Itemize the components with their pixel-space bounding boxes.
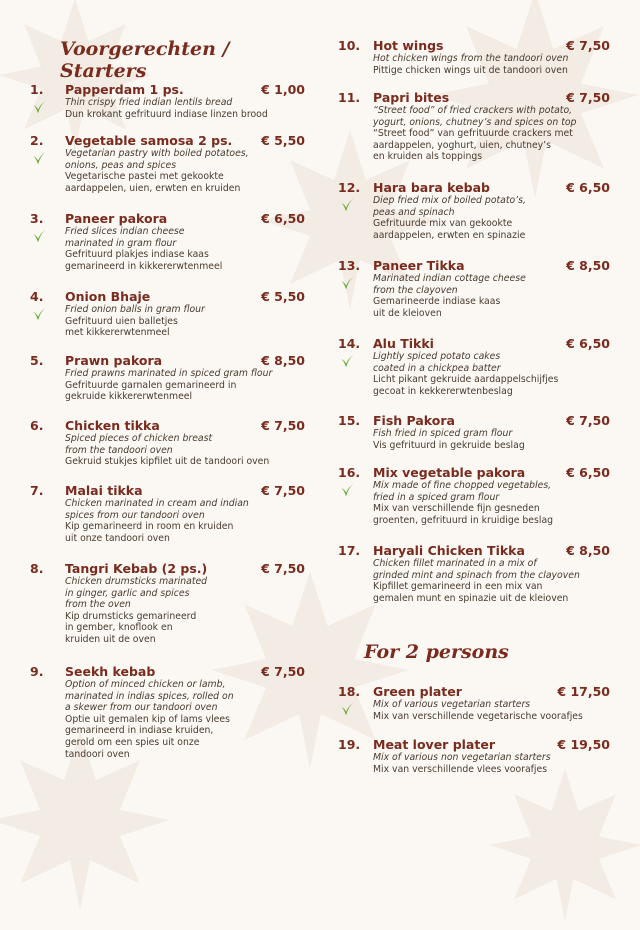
item-name: Mix vegetable pakora xyxy=(373,465,526,480)
item-number: 12. xyxy=(338,180,361,195)
description-dutch: Vegetarische pastei met gekookte xyxy=(65,171,224,183)
item-number: 8. xyxy=(30,561,44,576)
item-name: Hara bara kebab xyxy=(373,180,490,195)
description-english: Fried slices indian cheese xyxy=(65,226,185,237)
vegetarian-leaf-icon xyxy=(338,274,356,292)
item-number: 2. xyxy=(30,133,44,148)
vegetarian-leaf-icon xyxy=(338,352,356,370)
description-dutch: “Street food” van gefrituurde crackers met xyxy=(373,128,573,140)
vegetarian-leaf-icon xyxy=(30,98,48,116)
description-dutch: gemarineerd in kikkererwtenmeel xyxy=(65,260,223,272)
description-dutch: uit onze tandoori oven xyxy=(65,532,170,544)
description-dutch: Dun krokant gefrituurd indiase linzen brood xyxy=(65,108,268,120)
description-english: Mix of various vegetarian starters xyxy=(373,699,531,710)
item-description xyxy=(373,558,610,604)
item-description xyxy=(65,226,305,272)
item-price: € 6,50 xyxy=(566,180,610,195)
description-english: marinated in indias spices, rolled on xyxy=(65,690,234,702)
item-price: € 17,50 xyxy=(557,684,610,699)
item-price: € 8,50 xyxy=(566,543,610,558)
description-english: Fried onion balls in gram flour xyxy=(65,304,205,315)
item-number: 17. xyxy=(338,543,361,558)
description-english: Lightly spiced potato cakes xyxy=(373,351,501,362)
description-dutch: Kip drumsticks gemarineerd xyxy=(65,610,197,622)
description-dutch: Vis gefrituurd in gekruide beslag xyxy=(373,439,525,451)
item-description xyxy=(65,576,305,646)
description-english: Vegetarian pastry with boiled potatoes, xyxy=(65,148,249,159)
description-english: Fish fried in spiced gram flour xyxy=(373,428,513,439)
item-description xyxy=(373,428,610,451)
description-dutch: Gefrituurde mix van gekookte xyxy=(373,218,513,230)
description-english: fried in a spiced gram flour xyxy=(373,491,500,503)
description-english: “Street food” of fried crackers with potato, xyxy=(373,105,573,116)
description-dutch: Kip gemarineerd in room en kruiden xyxy=(65,521,234,533)
item-name: Hot wings xyxy=(373,38,444,53)
item-number: 7. xyxy=(30,483,44,498)
item-number: 9. xyxy=(30,664,44,679)
description-english: from the oven xyxy=(65,599,131,611)
item-description xyxy=(65,148,305,194)
item-description xyxy=(65,304,305,339)
description-english: spices from our tandoori oven xyxy=(65,509,205,521)
description-english: Option of minced chicken or lamb, xyxy=(65,679,226,690)
vegetarian-leaf-icon xyxy=(30,227,48,245)
item-name: Seekh kebab xyxy=(65,664,156,679)
item-description xyxy=(65,498,305,544)
item-price: € 7,50 xyxy=(566,90,610,105)
description-dutch: Optie uit gemalen kip of lams vlees xyxy=(65,713,230,725)
item-price: € 1,00 xyxy=(261,82,305,97)
description-dutch: Gefrituurd plakjes indiase kaas xyxy=(65,249,209,261)
item-description xyxy=(373,699,610,722)
description-dutch: gekruide kikkererwtenmeel xyxy=(65,391,193,403)
item-description xyxy=(373,752,610,775)
vegetarian-leaf-icon xyxy=(30,305,48,323)
description-english: Spiced pieces of chicken breast xyxy=(65,433,213,444)
item-description xyxy=(373,53,610,76)
item-name: Meat lover plater xyxy=(373,737,495,752)
item-description xyxy=(373,105,610,163)
description-english: Chicken fillet marinated in a mix of xyxy=(373,558,537,569)
description-english: marinated in gram flour xyxy=(65,237,177,249)
item-price: € 6,50 xyxy=(566,465,610,480)
item-price: € 7,50 xyxy=(261,418,305,433)
vegetarian-leaf-icon xyxy=(338,700,356,718)
description-dutch: groenten, gefrituurd in kruidige beslag xyxy=(373,514,554,526)
description-dutch: kruiden uit de oven xyxy=(65,633,156,645)
item-name: Papperdam 1 ps. xyxy=(65,82,184,97)
item-number: 11. xyxy=(338,90,361,105)
description-dutch: gerold om een spies uit onze xyxy=(65,736,200,748)
description-dutch: aardappelen, yoghurt, uien, chutney’s xyxy=(373,139,551,151)
item-name: Alu Tikki xyxy=(373,336,434,351)
item-description xyxy=(65,433,305,468)
item-number: 14. xyxy=(338,336,361,351)
item-number: 10. xyxy=(338,38,361,53)
item-name: Malai tikka xyxy=(65,483,143,498)
description-english: Chicken marinated in cream and indian xyxy=(65,498,249,509)
section-title-starters: Voorgerechten / Starters xyxy=(60,38,230,82)
description-english: from the clayoven xyxy=(373,284,458,296)
vegetarian-leaf-icon xyxy=(338,196,356,214)
description-dutch: aardappelen, erwten en spinazie xyxy=(373,229,526,241)
description-english: peas and spinach xyxy=(373,206,455,218)
description-dutch: Gefrituurd uien balletjes xyxy=(65,315,178,327)
description-english: Chicken drumsticks marinated xyxy=(65,576,208,587)
vegetarian-leaf-icon xyxy=(30,149,48,167)
description-english: Fried prawns marinated in spiced gram flour xyxy=(65,368,273,379)
description-dutch: met kikkererwtenmeel xyxy=(65,327,170,339)
item-price: € 7,50 xyxy=(566,413,610,428)
item-number: 18. xyxy=(338,684,361,699)
item-number: 15. xyxy=(338,413,361,428)
item-price: € 6,50 xyxy=(566,336,610,351)
item-price: € 6,50 xyxy=(261,211,305,226)
item-description xyxy=(373,195,610,241)
description-dutch: tandoori oven xyxy=(65,748,130,760)
item-name: Haryali Chicken Tikka xyxy=(373,543,525,558)
item-name: Paneer pakora xyxy=(65,211,168,226)
item-description xyxy=(373,351,610,397)
description-dutch: gemarineerd in indiase kruiden, xyxy=(65,725,214,737)
description-dutch: Licht pikant gekruide aardappelschijfjes xyxy=(373,374,559,386)
description-dutch: gemalen munt en spinazie uit de kleioven xyxy=(373,592,569,604)
description-english: Diep fried mix of boiled potato’s, xyxy=(373,195,526,206)
description-dutch: in gember, knoflook en xyxy=(65,622,173,634)
description-english: Hot chicken wings from the tandoori oven xyxy=(373,53,569,64)
section-title-for-2-persons: For 2 persons xyxy=(364,641,509,663)
item-name: Papri bites xyxy=(373,90,450,105)
item-name: Onion Bhaje xyxy=(65,289,151,304)
description-dutch: Pittige chicken wings uit de tandoori oven xyxy=(373,64,568,76)
item-name: Fish Pakora xyxy=(373,413,455,428)
description-english: Mix made of fine chopped vegetables, xyxy=(373,480,552,491)
item-price: € 7,50 xyxy=(261,483,305,498)
description-english: in ginger, garlic and spices xyxy=(65,587,190,599)
item-number: 3. xyxy=(30,211,44,226)
description-dutch: Mix van verschillende fijn gesneden xyxy=(373,503,540,515)
description-english: from the tandoori oven xyxy=(65,444,173,456)
description-dutch: en kruiden als toppings xyxy=(373,151,483,163)
item-number: 4. xyxy=(30,289,44,304)
item-description xyxy=(65,679,305,760)
item-name: Tangri Kebab (2 ps.) xyxy=(65,561,208,576)
item-description xyxy=(65,368,305,403)
description-dutch: gecoat in kekkererwtenbeslag xyxy=(373,385,513,397)
item-description xyxy=(65,97,305,120)
item-price: € 8,50 xyxy=(566,258,610,273)
item-description xyxy=(373,273,610,319)
description-dutch: uit de kleioven xyxy=(373,307,442,319)
description-english: yogurt, onions, chutney’s and spices on top xyxy=(373,116,577,128)
description-english: onions, peas and spices xyxy=(65,159,177,171)
description-english: a skewer from our tandoori oven xyxy=(65,702,218,714)
description-dutch: Kipfillet gemarineerd in een mix van xyxy=(373,581,543,593)
item-name: Vegetable samosa 2 ps. xyxy=(65,133,233,148)
description-english: coated in a chickpea batter xyxy=(373,362,501,374)
description-english: Mix of various non vegetarian starters xyxy=(373,752,551,763)
item-name: Green plater xyxy=(373,684,462,699)
description-dutch: Mix van verschillende vlees voorafjes xyxy=(373,763,548,775)
description-english: Marinated indian cottage cheese xyxy=(373,273,526,284)
item-name: Prawn pakora xyxy=(65,353,163,368)
item-description xyxy=(373,480,610,526)
description-dutch: Mix van verschillende vegetarische voorafjes xyxy=(373,710,583,722)
item-number: 13. xyxy=(338,258,361,273)
description-english: Thin crispy fried indian lentils bread xyxy=(65,97,233,108)
item-name: Paneer Tikka xyxy=(373,258,465,273)
item-price: € 8,50 xyxy=(261,353,305,368)
item-number: 1. xyxy=(30,82,44,97)
item-name: Chicken tikka xyxy=(65,418,160,433)
description-dutch: Gemarineerde indiase kaas xyxy=(373,296,501,308)
description-dutch: Gekruid stukjes kipfilet uit de tandoori oven xyxy=(65,456,270,468)
item-price: € 5,50 xyxy=(261,133,305,148)
item-price: € 5,50 xyxy=(261,289,305,304)
item-number: 19. xyxy=(338,737,361,752)
item-number: 6. xyxy=(30,418,44,433)
item-number: 5. xyxy=(30,353,44,368)
description-dutch: aardappelen, uien, erwten en kruiden xyxy=(65,182,241,194)
item-price: € 7,50 xyxy=(566,38,610,53)
description-english: grinded mint and spinach from the clayoven xyxy=(373,569,580,581)
item-price: € 19,50 xyxy=(557,737,610,752)
item-number: 16. xyxy=(338,465,361,480)
item-price: € 7,50 xyxy=(261,561,305,576)
vegetarian-leaf-icon xyxy=(338,481,356,499)
description-dutch: Gefrituurde garnalen gemarineerd in xyxy=(65,379,237,391)
item-price: € 7,50 xyxy=(261,664,305,679)
